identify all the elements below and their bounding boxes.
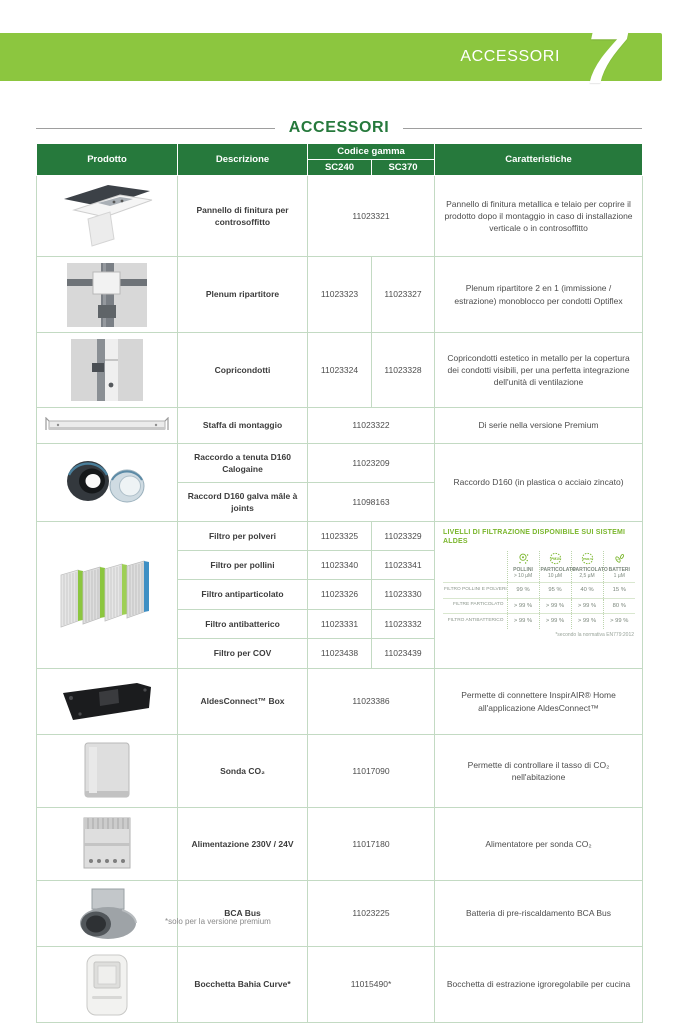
product-code: 11017090 — [308, 735, 435, 808]
filtration-row: FILTRE PARTICOLATO > 99 % > 99 % > 99 % 80 % — [443, 598, 635, 613]
product-code-sc240: 11023325 — [308, 522, 372, 551]
product-image-cell — [37, 408, 178, 444]
page-footnote: *solo per la versione premium — [165, 917, 271, 926]
product-code-sc370: 11023439 — [372, 639, 435, 669]
product-image-cell — [37, 257, 178, 333]
product-image-cell — [37, 735, 178, 808]
plenum-image — [67, 263, 147, 327]
filtration-levels-panel — [435, 522, 643, 669]
filtration-header-row: POLLINI > 10 µM PM10 PARTICOLATO 10 µM PM2,5 PARTICOLATO 2,5 µM BATTERI 1 µM — [443, 551, 635, 583]
pm25-icon — [573, 552, 602, 565]
filtration-row: FILTRO ANTIBATTERICO > 99 % > 99 % > 99 % > 99 % — [443, 614, 635, 629]
product-code: 11023209 — [308, 444, 435, 483]
table-row — [37, 881, 643, 947]
product-characteristics: Pannello di finitura metallica e telaio per coprire il prodotto dopo il montaggio in caso di installazione verticale o in controsoffitto — [435, 176, 643, 257]
table-row — [37, 947, 643, 1023]
filtration-row: FILTRO POLLINI E POLVERI 99 % 95 % 40 % 15 % — [443, 583, 635, 598]
pollen-icon — [509, 552, 538, 565]
table-row — [37, 444, 643, 483]
product-description: Filtro per polveri — [178, 522, 308, 551]
product-characteristics: Permette di controllare il tasso di CO₂ nell'abitazione — [435, 735, 643, 808]
bca-bus-image — [70, 886, 144, 942]
table-header-row — [37, 144, 643, 160]
product-description: Copricondotti — [178, 333, 308, 408]
product-description: Sonda CO₂ — [178, 735, 308, 808]
title-rule-left — [36, 128, 275, 129]
co2-sensor-image — [79, 740, 135, 802]
chapter-banner-title: ACCESSORI — [460, 48, 560, 65]
filtration-footnote: *secondo la normativa EN779:2012 — [555, 631, 635, 638]
ceiling-panel-image — [58, 183, 156, 249]
table-row — [37, 669, 643, 735]
mounting-bracket-image — [44, 417, 170, 435]
product-characteristics: Raccordo D160 (in plastica o acciaio zincato) — [435, 444, 643, 522]
title-rule-right — [403, 128, 642, 129]
product-characteristics: Bocchetta di estrazione igroregolabile per cucina — [435, 947, 643, 1023]
page-title: ACCESSORI — [288, 119, 390, 136]
table-row — [37, 176, 643, 257]
product-description: Raccordo a tenuta D160 Calogaine — [178, 444, 308, 483]
product-characteristics: Permette di connettere InspirAIR® Home all'applicazione AldesConnect™ — [435, 669, 643, 735]
product-description: Plenum ripartitore — [178, 257, 308, 333]
product-code: 11098163 — [308, 483, 435, 522]
product-code: 11023386 — [308, 669, 435, 735]
header-product: Prodotto — [37, 144, 178, 176]
product-code-sc240: 11023340 — [308, 551, 372, 580]
product-image-cell — [37, 947, 178, 1023]
filters-image — [55, 557, 159, 633]
table-row — [37, 808, 643, 881]
header-code-group: Codice gamma — [308, 144, 435, 160]
product-code-sc240: 11023438 — [308, 639, 372, 669]
connector-rings-image — [62, 459, 152, 507]
aldesconnect-box-image — [59, 681, 155, 723]
accessories-table — [36, 143, 643, 1023]
svg-text:PM2,5: PM2,5 — [582, 556, 592, 561]
product-code: 11023225 — [308, 881, 435, 947]
product-description: Raccord D160 galva mâle à joints — [178, 483, 308, 522]
table-row — [37, 735, 643, 808]
product-code-sc240: 11023331 — [308, 610, 372, 639]
table-row — [37, 333, 643, 408]
product-code-sc370: 11023329 — [372, 522, 435, 551]
product-code-sc370: 11023341 — [372, 551, 435, 580]
product-description: BCA Bus — [178, 881, 308, 947]
product-image-cell — [37, 881, 178, 947]
product-image-cell — [37, 669, 178, 735]
product-code-sc240: 11023326 — [308, 580, 372, 610]
product-characteristics: Alimentatore per sonda CO₂ — [435, 808, 643, 881]
product-code: 11015490* — [308, 947, 435, 1023]
product-image-cell — [37, 333, 178, 408]
duct-cover-image — [71, 339, 143, 401]
product-code-sc370: 11023327 — [372, 257, 435, 333]
table-row — [37, 522, 643, 551]
bahia-curve-image — [80, 952, 134, 1018]
product-code-sc370: 11023332 — [372, 610, 435, 639]
section-title-row — [36, 119, 642, 137]
chapter-banner — [0, 15, 662, 100]
product-characteristics: Plenum ripartitore 2 en 1 (immissione / estrazione) monoblocco per condotti Optiflex — [435, 257, 643, 333]
product-description: Filtro per COV — [178, 639, 308, 669]
product-code-sc370: 11023330 — [372, 580, 435, 610]
product-description: AldesConnect™ Box — [178, 669, 308, 735]
table-row — [37, 408, 643, 444]
product-code: 11023321 — [308, 176, 435, 257]
product-code: 11017180 — [308, 808, 435, 881]
header-description: Descrizione — [178, 144, 308, 176]
bacteria-icon — [605, 552, 635, 565]
header-characteristics: Caratteristiche — [435, 144, 643, 176]
product-image-cell — [37, 176, 178, 257]
product-characteristics: Di serie nella versione Premium — [435, 408, 643, 444]
product-image-cell — [37, 522, 178, 669]
product-description: Filtro per pollini — [178, 551, 308, 580]
table-row — [37, 257, 643, 333]
product-image-cell — [37, 444, 178, 522]
svg-text:PM10: PM10 — [550, 556, 560, 561]
product-characteristics: Batteria di pre-riscaldamento BCA Bus — [435, 881, 643, 947]
product-code-sc240: 11023324 — [308, 333, 372, 408]
product-code-sc240: 11023323 — [308, 257, 372, 333]
filtration-table — [443, 551, 635, 629]
power-supply-image — [75, 813, 139, 875]
filtration-title: LIVELLI DI FILTRAZIONE DISPONIBILE SUI SISTEMI ALDES — [443, 529, 626, 546]
header-sc240: SC240 — [308, 160, 372, 176]
product-code-sc370: 11023328 — [372, 333, 435, 408]
product-code: 11023322 — [308, 408, 435, 444]
product-description: Bocchetta Bahia Curve* — [178, 947, 308, 1023]
product-description: Alimentazione 230V / 24V — [178, 808, 308, 881]
product-description: Pannello di finitura per controsoffitto — [178, 176, 308, 257]
product-description: Staffa di montaggio — [178, 408, 308, 444]
product-description: Filtro antibatterico — [178, 610, 308, 639]
product-image-cell — [37, 808, 178, 881]
header-sc370: SC370 — [372, 160, 435, 176]
product-description: Filtro antiparticolato — [178, 580, 308, 610]
product-characteristics: Copricondotti estetico in metallo per la copertura dei condotti visibili, per una perfetta integrazione dell'unità di ventilazione — [435, 333, 643, 408]
chapter-number: 7 — [575, 15, 636, 100]
pm10-icon — [541, 552, 570, 565]
